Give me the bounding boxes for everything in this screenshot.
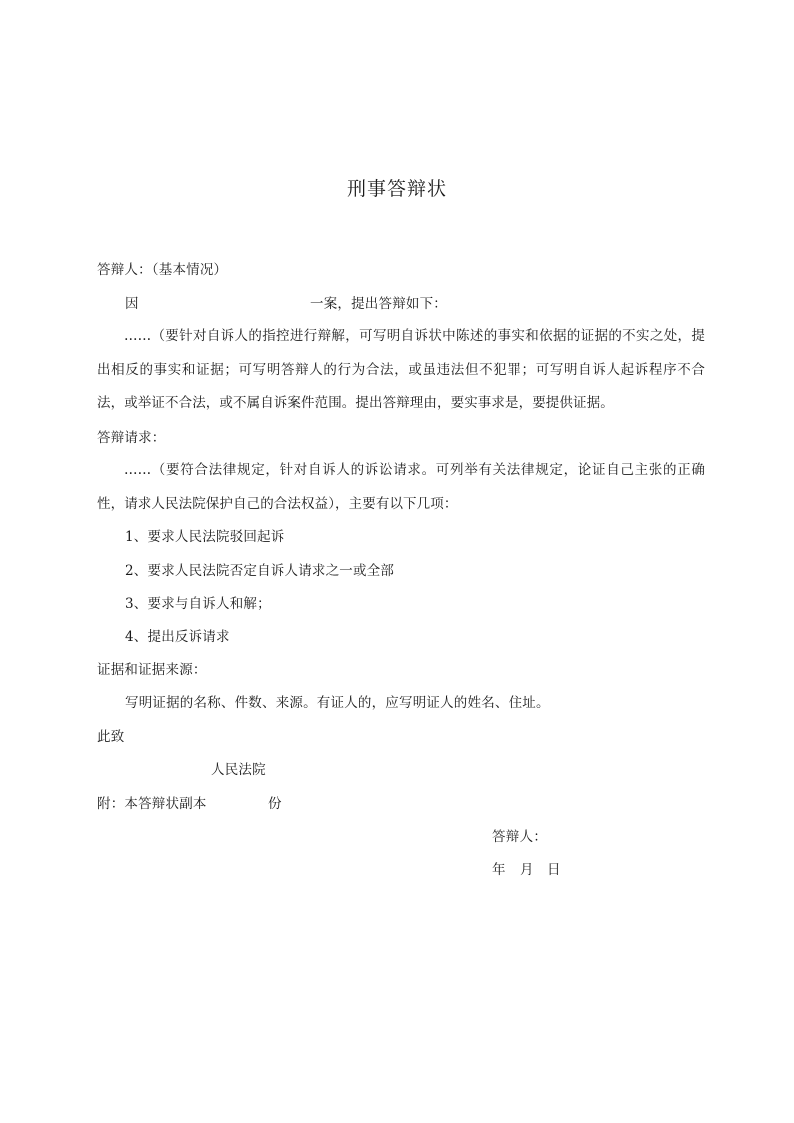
- evidence-text: 写明证据的名称、件数、来源。有证人的，应写明证人的姓名、住址。: [125, 695, 550, 711]
- signature-label: 答辩人：: [492, 829, 548, 845]
- closing-salutation: 此致: [97, 729, 125, 745]
- request-item-4: 4、提出反诉请求: [125, 629, 230, 645]
- request-item-3: 3、要求与自诉人和解；: [125, 596, 271, 612]
- case-line-suffix: 一案，提出答辩如下：: [310, 296, 447, 312]
- date-month: 月: [520, 862, 534, 878]
- attachment-prefix: 附：本答辩状副本: [97, 796, 207, 812]
- request-item-2: 2、要求人民法院否定自诉人请求之一或全部: [125, 563, 395, 579]
- requests-heading: 答辩请求：: [97, 430, 166, 446]
- evidence-heading: 证据和证据来源：: [97, 662, 207, 678]
- respondent-line: 答辩人：（基本情况）: [97, 262, 228, 278]
- case-line-prefix: 因: [125, 296, 139, 312]
- defense-paragraph: ……（要针对自诉人的指控进行辩解，可写明自诉状中陈述的事实和依据的证据的不实之处，提出相反的事实和证据；可写明答辩人的行为合法，或虽违法但不犯罪；可写明自诉人起诉程序不合法，或举证不合法，或不属自诉案件范围。提出答辩理由，要实事求是，要提供证据。: [97, 328, 705, 411]
- date-day: 日: [547, 862, 561, 878]
- document-title: 刑事答辩状: [346, 178, 447, 200]
- requests-paragraph: ……（要符合法律规定，针对自诉人的诉讼请求。可列举有关法律规定，论证自己主张的正确性，请求人民法院保护自己的合法权益），主要有以下几项：: [97, 462, 705, 512]
- attachment-suffix: 份: [268, 796, 282, 812]
- date-year: 年: [492, 862, 506, 878]
- court-name: 人民法院: [211, 762, 266, 778]
- request-item-1: 1、要求人民法院驳回起诉: [125, 529, 285, 545]
